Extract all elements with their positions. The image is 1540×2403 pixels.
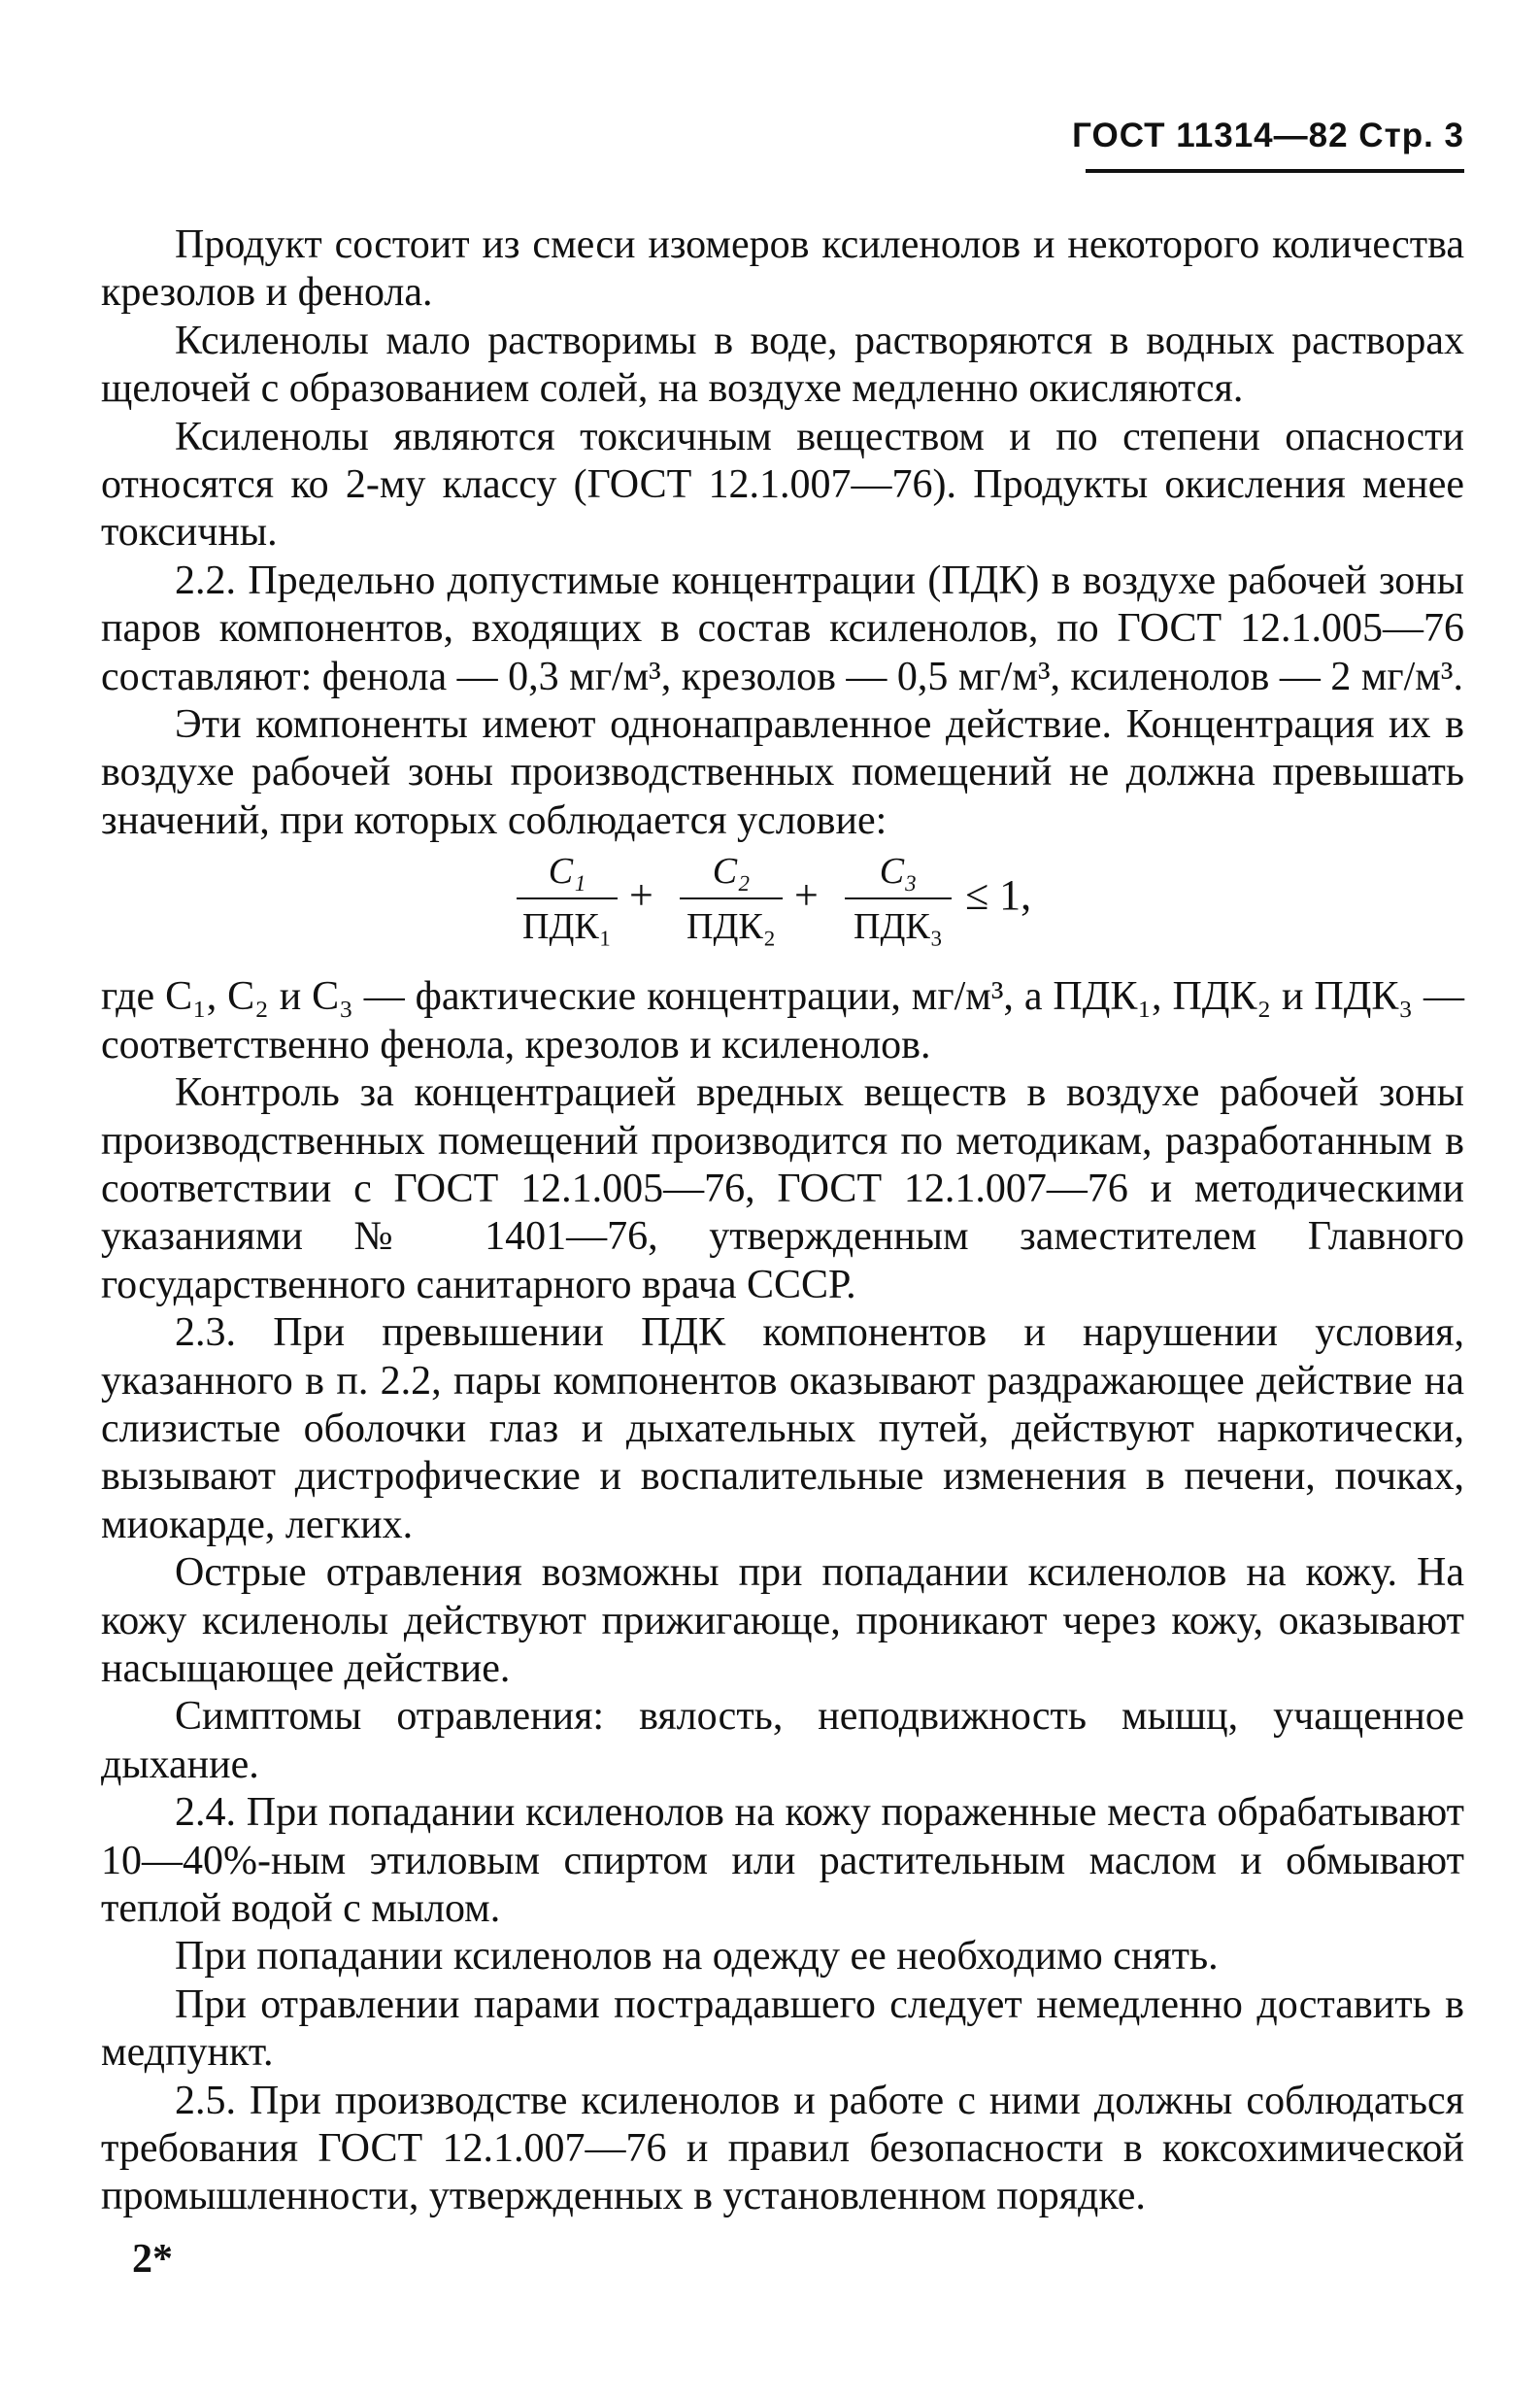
fraction-2	[680, 847, 783, 952]
header-rule	[1086, 169, 1464, 173]
paragraph-2-3-effects: 2.3. При превышении ПДК компонентов и нарушении условия, указанного в п. 2.2, пары компонентов оказывают раздражающее действие на слизистые оболочки глаз и дыхательных путей, действуют наркотически, вызывают дистрофические и воспалительные изменения в печени, почках, миокарде, легких.	[101, 1310, 1464, 1547]
document-body	[101, 221, 1464, 2221]
formula-plus-2: +	[794, 871, 819, 920]
paragraph-product-composition: Продукт состоит из смеси изомеров ксиленолов и некоторого количества крезолов и фенола.	[101, 222, 1464, 316]
formula-numerator-2: C₂	[712, 851, 751, 893]
paragraph-unidirectional-action: Эти компоненты имеют однонаправленное действие. Концентрация их в воздухе рабочей зоны производственных помещений не должна превышать значений, при которых соблюдается условие:	[101, 702, 1464, 843]
pdk-condition-formula	[101, 847, 1464, 971]
formula-numerator-1: C₁	[548, 851, 586, 893]
fraction-bar-2	[680, 897, 783, 899]
formula-numerator-3: C₃	[879, 851, 918, 893]
fraction-3	[845, 847, 952, 952]
formula-plus-1: +	[629, 871, 653, 920]
paragraph-2-2-pdk: 2.2. Предельно допустимые концентрации (ПДК) в воздухе рабочей зоны паров компонентов, входящих в состав ксиленолов, по ГОСТ 12.1.005—76 составляют: фенола — 0,3 мг/м³, крезолов — 0,5 мг/м³, ксиленолов — 2 мг/м³.	[101, 558, 1464, 699]
signature-mark: 2*	[132, 2237, 173, 2282]
paragraph-vapor-poisoning: При отравлении парами пострадавшего следует немедленно доставить в медпункт.	[101, 1981, 1464, 2076]
formula-denominator-3: ПДК₃	[854, 906, 943, 948]
paragraph-2-4-first-aid: 2.4. При попадании ксиленолов на кожу пораженные места обрабатывают 10—40%-ным этиловым спиртом или растительным маслом и обмывают теплой водой с мылом.	[101, 1790, 1464, 1931]
paragraph-symptoms: Симптомы отравления: вялость, неподвижность мышц, учащенное дыхание.	[101, 1694, 1464, 1787]
paragraph-where-definitions: где C₁, C₂ и C₃ — фактические концентрации, мг/м³, а ПДК₁, ПДК₂ и ПДК₃ — соответственно фенола, крезолов и ксиленолов.	[101, 974, 1464, 1067]
formula-denominator-2: ПДК₂	[686, 906, 776, 948]
formula-tail: ≤ 1,	[965, 871, 1032, 920]
paragraph-control-methods: Контроль за концентрацией вредных веществ в воздухе рабочей зоны производственных помещений производится по методикам, разработанным в соответствии с ГОСТ 12.1.005—76, ГОСТ 12.1.007—76 и методическими указаниями № 1401—76, утвержденным заместителем Главного государственного санитарного врача СССР.	[101, 1070, 1464, 1307]
fraction-1	[517, 847, 618, 952]
paragraph-clothing: При попадании ксиленолов на одежду ее необходимо снять.	[175, 1934, 1219, 1980]
paragraph-acute-poisoning: Острые отравления возможны при попадании ксиленолов на кожу. На кожу ксиленолы действуют прижигающе, проникают через кожу, оказывают насыщающее действие.	[101, 1550, 1464, 1691]
fraction-bar-1	[517, 897, 618, 899]
fraction-bar-3	[845, 897, 952, 899]
paragraph-toxicity: Ксиленолы являются токсичным веществом и по степени опасности относятся ко 2-му классу (ГОСТ 12.1.007—76). Продукты окисления менее токсичны.	[101, 414, 1464, 556]
paragraph-solubility: Ксиленолы мало растворимы в воде, растворяются в водных растворах щелочей с образованием солей, на воздухе медленно окисляются.	[101, 318, 1464, 412]
paragraph-2-5-safety: 2.5. При производстве ксиленолов и работе с ними должны соблюдаться требования ГОСТ 12.1.007—76 и правил безопасности в коксохимической промышленности, утвержденных в установленном порядке.	[101, 2078, 1464, 2219]
page-header: ГОСТ 11314—82 Стр. 3	[1072, 117, 1464, 154]
formula-denominator-1: ПДК₁	[522, 906, 612, 948]
